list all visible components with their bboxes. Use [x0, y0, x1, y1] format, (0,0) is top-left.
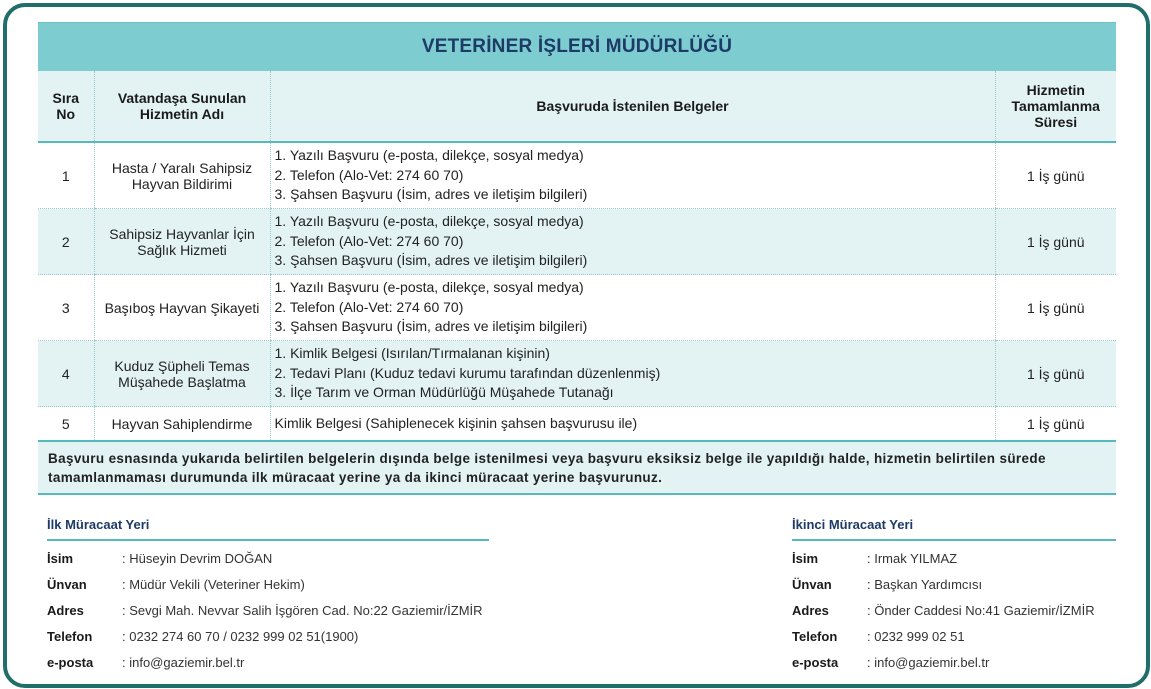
row-duration: 1 İş günü [995, 275, 1116, 341]
doc-item: 1. Yazılı Başvuru (e-posta, dilekçe, sosyal medya) [274, 213, 584, 230]
doc-item: 2. Telefon (Alo-Vet: 274 60 70) [274, 232, 464, 249]
contact-row [47, 623, 489, 649]
table-row [38, 407, 1116, 441]
contact-value: : info@gaziemir.bel.tr [867, 654, 990, 670]
header-duration: Hizmetin Tamamlanma Süresi [995, 71, 1116, 142]
contact-value: : 0232 274 60 70 / 0232 999 02 51(1900) [122, 628, 359, 644]
doc-item: 1. Kimlik Belgesi (Isırılan/Tırmalanan kişinin) [274, 345, 550, 362]
contact-label: Ünvan [47, 576, 87, 592]
contact-row [792, 545, 1116, 571]
contact-row [47, 545, 489, 571]
second-contact-block [792, 517, 1116, 675]
doc-item: 2. Tedavi Planı (Kuduz tedavi kurumu tarafından düzenlenmiş) [274, 364, 661, 381]
contact-value: : Hüseyin Devrim DOĞAN [122, 550, 273, 566]
row-docs [270, 275, 995, 341]
row-no: 5 [61, 415, 70, 432]
contact-row [47, 597, 489, 623]
contact-label: e-posta [792, 654, 839, 670]
contact-label: İsim [47, 550, 74, 566]
divider [792, 539, 1116, 541]
contact-label: Telefon [47, 628, 93, 644]
row-service: Hayvan Sahiplendirme [94, 407, 270, 441]
doc-item: 3. Şahsen Başvuru (İsim, adres ve iletişim bilgileri) [274, 318, 588, 335]
contact-value: : 0232 999 02 51 [867, 628, 965, 644]
second-contact-heading: İkinci Müracaat Yeri [792, 517, 914, 532]
row-no: 2 [38, 209, 94, 275]
table-header-row [38, 71, 1116, 142]
page-title: VETERİNER İŞLERİ MÜDÜRLÜĞÜ [38, 22, 1116, 71]
table-row [38, 142, 1116, 209]
doc-item: 3. Şahsen Başvuru (İsim, adres ve iletişim bilgileri) [274, 252, 588, 269]
contact-label: Adres [792, 602, 829, 618]
contact-value: : Önder Caddesi No:41 Gaziemir/İZMİR [867, 602, 1095, 618]
header-docs: Başvuruda İstenilen Belgeler [270, 71, 995, 142]
row-duration: 1 İş günü [995, 407, 1116, 441]
table-row [38, 341, 1116, 407]
row-no: 1 [38, 142, 94, 209]
divider [47, 539, 489, 541]
header-no: Sıra No [38, 71, 94, 142]
doc-item: 2. Telefon (Alo-Vet: 274 60 70) [274, 298, 464, 315]
doc-item: 3. İlçe Tarım ve Orman Müdürlüğü Müşahede Tutanağı [274, 384, 614, 401]
doc-item: 3. Şahsen Başvuru (İsim, adres ve iletişim bilgileri) [274, 186, 588, 203]
row-duration: 1 İş günü [995, 341, 1116, 407]
row-docs [270, 142, 995, 209]
contact-label: Ünvan [792, 576, 832, 592]
notice-text: Başvuru esnasında yukarıda belirtilen belgelerin dışında belge istenilmesi veya başvuru eksiksiz belge ile yapıldığı halde, hizmetin belirtilen sürede tamamlanmaması durumunda ilk müracaat yerine ya da ikinci müracaat yerine başvurunuz. [38, 440, 1116, 495]
row-docs [270, 209, 995, 275]
contact-label: Telefon [792, 628, 838, 644]
contact-row [792, 571, 1116, 597]
row-no: 3 [38, 275, 94, 341]
row-service: Hasta / Yaralı Sahipsiz Hayvan Bildirimi [94, 142, 270, 209]
header-service: Vatandaşa Sunulan Hizmetin Adı [94, 71, 270, 142]
contact-row [792, 597, 1116, 623]
row-service: Başıboş Hayvan Şikayeti [94, 275, 270, 341]
row-service: Sahipsiz Hayvanlar İçin Sağlık Hizmeti [94, 209, 270, 275]
contact-value: : Irmak YILMAZ [867, 550, 958, 566]
row-duration: 1 İş günü [995, 142, 1116, 209]
doc-item: 1. Yazılı Başvuru (e-posta, dilekçe, sosyal medya) [274, 147, 584, 164]
table-row [38, 275, 1116, 341]
contact-row [792, 649, 1116, 675]
contact-label: İsim [792, 550, 819, 566]
doc-item: Kimlik Belgesi (Sahiplenecek kişinin şahsen başvurusu ile) [274, 414, 638, 431]
row-duration: 1 İş günü [995, 209, 1116, 275]
first-contact-heading: İlk Müracaat Yeri [47, 517, 150, 532]
contact-label: e-posta [47, 654, 94, 670]
doc-item: 1. Yazılı Başvuru (e-posta, dilekçe, sosyal medya) [274, 279, 584, 296]
row-docs [270, 341, 995, 407]
contact-value: : Müdür Vekili (Veteriner Hekim) [122, 576, 305, 592]
contact-value: : Sevgi Mah. Nevvar Salih İşgören Cad. No:22 Gaziemir/İZMİR [122, 602, 483, 618]
row-service: Kuduz Şüpheli Temas Müşahede Başlatma [94, 341, 270, 407]
row-docs [270, 407, 995, 441]
contact-label: Adres [47, 602, 84, 618]
contact-value: : info@gaziemir.bel.tr [122, 654, 245, 670]
first-contact-block [47, 517, 489, 675]
row-no: 4 [38, 341, 94, 407]
contact-row [47, 571, 489, 597]
service-standard-table-section [38, 22, 1116, 495]
contact-row [792, 623, 1116, 649]
contact-row [47, 649, 489, 675]
service-table [38, 71, 1116, 440]
table-row [38, 209, 1116, 275]
contact-value: : Başkan Yardımcısı [867, 576, 983, 592]
doc-item: 2. Telefon (Alo-Vet: 274 60 70) [274, 166, 464, 183]
